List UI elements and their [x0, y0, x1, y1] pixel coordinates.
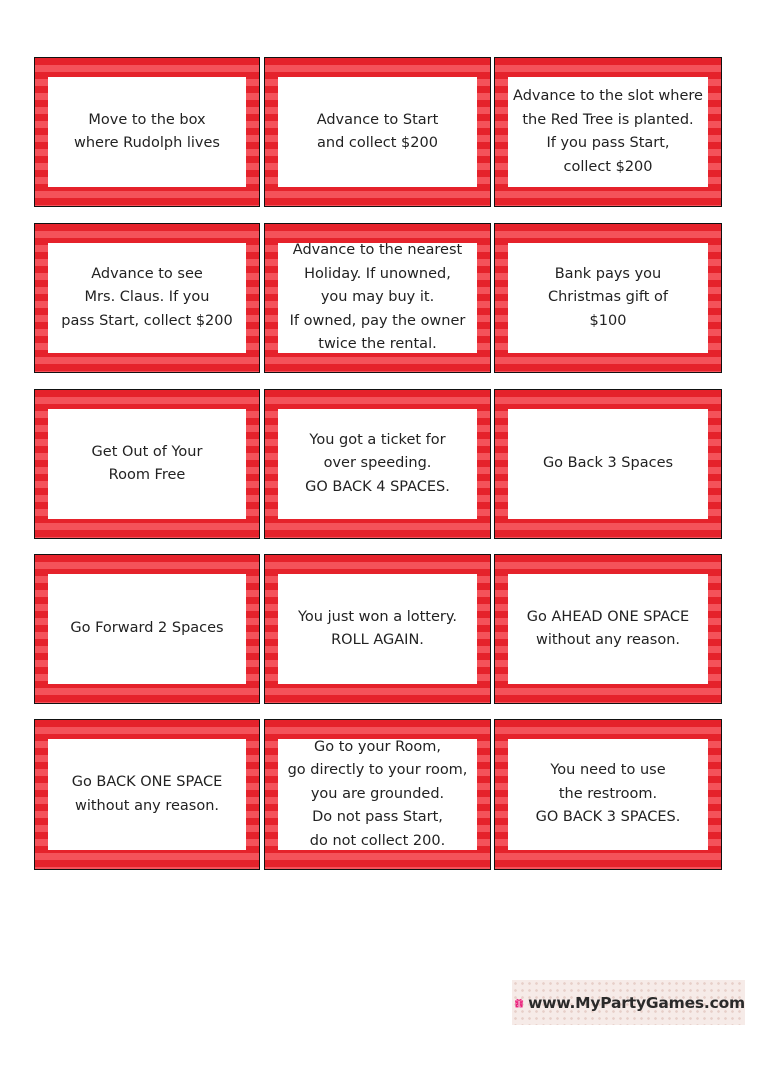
logo-text: www.MyPartyGames.com — [528, 993, 745, 1012]
card-text-area — [508, 409, 708, 519]
card-text-area — [278, 77, 477, 187]
gift-box-icon — [514, 980, 524, 1025]
card-text-area — [278, 409, 477, 519]
game-card — [494, 223, 722, 373]
game-card — [34, 223, 260, 373]
card-text-area — [48, 409, 246, 519]
card-text-area — [278, 574, 477, 684]
card-text-area — [508, 739, 708, 850]
game-card — [494, 57, 722, 207]
card-text: You need to use the restroom. GO BACK 3 SPACES. — [535, 762, 681, 826]
game-card — [34, 554, 260, 704]
card-text: Advance to Start and collect $200 — [316, 111, 439, 151]
card-text-area — [48, 77, 246, 187]
card-text: Go Forward 2 Spaces — [70, 620, 224, 637]
game-card — [494, 719, 722, 870]
card-text-area — [48, 243, 246, 353]
card-text: Go Back 3 Spaces — [542, 455, 674, 472]
card-text: Advance to the nearest Holiday. If unowned, you may buy it. If owned, pay the owner twice the rental. — [289, 243, 466, 353]
card-text: Advance to the slot where the Red Tree is planted. If you pass Start, collect $200 — [513, 88, 703, 175]
card-text-area — [48, 739, 246, 850]
game-card — [264, 57, 491, 207]
site-logo[interactable] — [512, 980, 745, 1025]
game-card — [34, 719, 260, 870]
game-card — [264, 223, 491, 373]
card-text: Go BACK ONE SPACE without any reason. — [71, 774, 223, 814]
card-text: Advance to see Mrs. Claus. If you pass Start, collect $200 — [61, 265, 233, 329]
card-text: Get Out of Your Room Free — [91, 443, 203, 483]
card-text: Go AHEAD ONE SPACE without any reason. — [526, 608, 690, 648]
game-card — [264, 719, 491, 870]
game-card — [34, 57, 260, 207]
game-card — [264, 554, 491, 704]
card-text: You got a ticket for over speeding. GO BACK 4 SPACES. — [305, 431, 450, 495]
card-text-area — [508, 243, 708, 353]
card-text-area — [278, 243, 477, 353]
card-text-area — [508, 574, 708, 684]
game-card — [494, 554, 722, 704]
game-card — [264, 389, 491, 539]
card-text: Move to the box where Rudolph lives — [74, 111, 220, 151]
game-card — [34, 389, 260, 539]
card-text-area — [508, 77, 708, 187]
game-card — [494, 389, 722, 539]
card-text: Go to your Room, go directly to your room, you are grounded. Do not pass Start, do not collect 200. — [287, 739, 468, 849]
card-text: Bank pays you Christmas gift of $100 — [547, 265, 669, 329]
card-text: You just won a lottery. ROLL AGAIN. — [298, 608, 457, 648]
card-text-area — [278, 739, 477, 850]
card-text-area — [48, 574, 246, 684]
